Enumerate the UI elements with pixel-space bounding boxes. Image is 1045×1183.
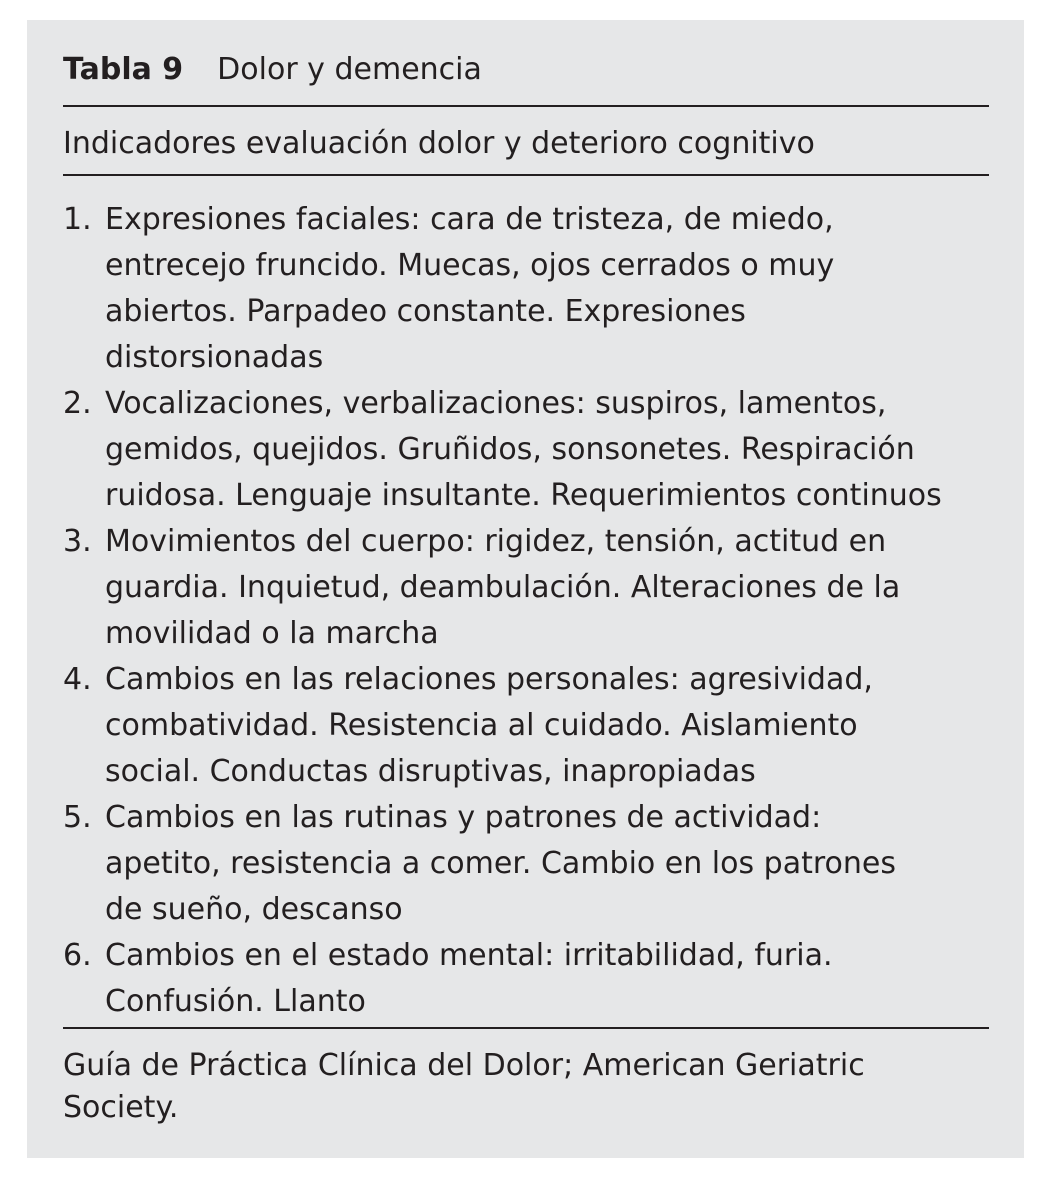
item-number: 3.	[63, 524, 92, 559]
table-title: Dolor y demencia	[217, 52, 482, 87]
indicator-list	[63, 197, 989, 1025]
item-text: Expresiones faciales: cara de tristeza, de miedo, entrecejo fruncido. Muecas, ojos cerrados o muy abiertos. Parpadeo constante. Expresiones distorsionadas	[105, 202, 835, 375]
item-number: 6.	[63, 938, 92, 973]
table-label: Tabla 9	[63, 52, 184, 87]
list-item	[63, 933, 989, 1025]
list-item	[63, 795, 989, 933]
table-source-note: Guía de Práctica Clínica del Dolor; American Geriatric Society.	[63, 1048, 865, 1125]
header-rule	[63, 174, 989, 176]
item-text: Cambios en las relaciones personales: agresividad, combatividad. Resistencia al cuidado. Aislamiento social. Conductas disruptivas, inapropiadas	[105, 662, 873, 789]
top-rule	[63, 105, 989, 107]
item-text: Vocalizaciones, verbalizaciones: suspiros, lamentos, gemidos, quejidos. Gruñidos, sonsonetes. Respiración ruidosa. Lenguaje insultante. Requerimientos continuos	[105, 386, 942, 513]
footer-rule	[63, 1027, 989, 1029]
item-number: 1.	[63, 202, 92, 237]
list-item	[63, 519, 989, 657]
table-subtitle: Indicadores evaluación dolor y deterioro cognitivo	[63, 126, 815, 161]
item-text: Cambios en el estado mental: irritabilidad, furia. Confusión. Llanto	[105, 938, 833, 1019]
table-title-row	[63, 50, 482, 90]
item-number: 4.	[63, 662, 92, 697]
item-text: Movimientos del cuerpo: rigidez, tensión, actitud en guardia. Inquietud, deambulación. Alteraciones de la movilidad o la marcha	[105, 524, 901, 651]
list-item	[63, 657, 989, 795]
table-panel	[27, 20, 1024, 1158]
item-number: 5.	[63, 800, 92, 835]
list-item	[63, 381, 989, 519]
item-text: Cambios en las rutinas y patrones de actividad: apetito, resistencia a comer. Cambio en los patrones de sueño, descanso	[105, 800, 896, 927]
item-number: 2.	[63, 386, 92, 421]
list-item	[63, 197, 989, 381]
